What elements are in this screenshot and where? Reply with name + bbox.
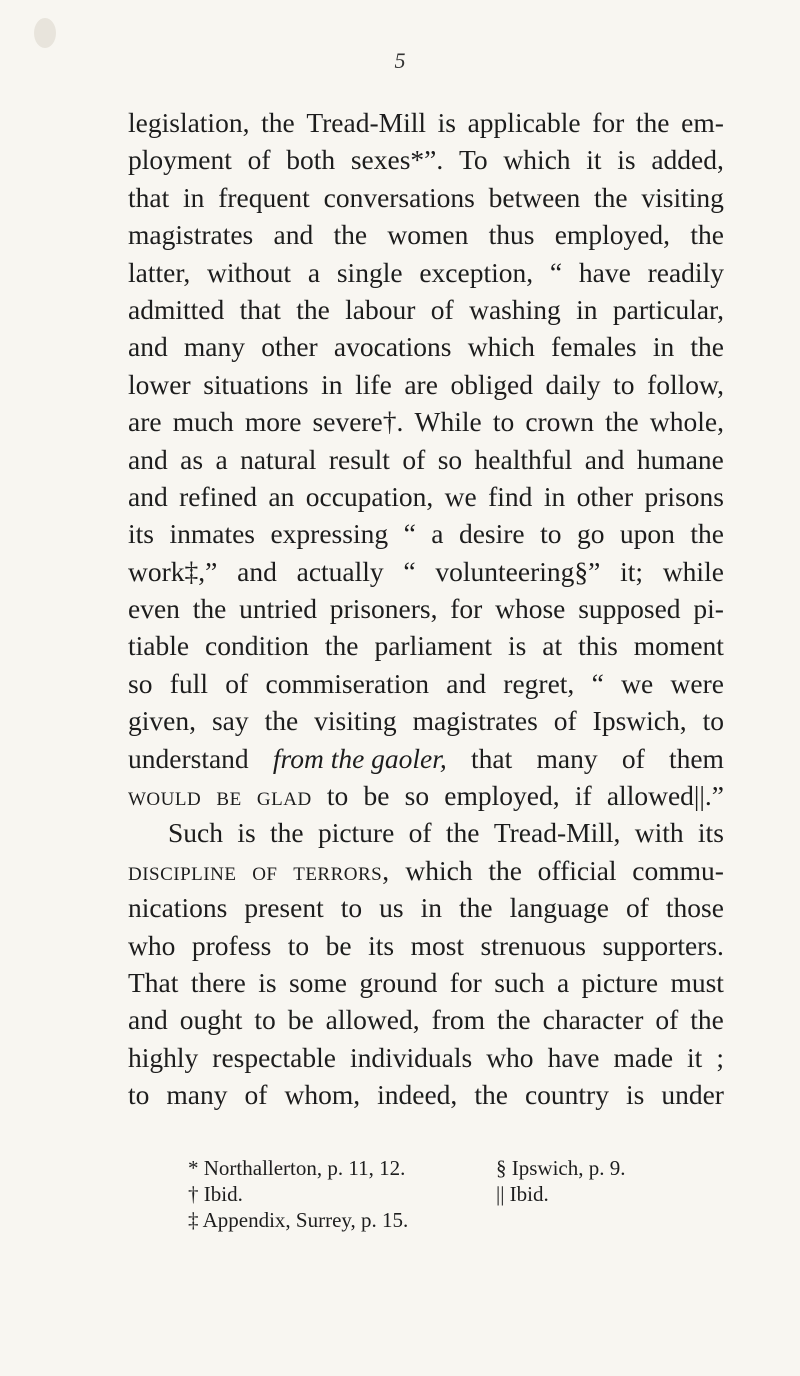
word: there	[190, 966, 246, 998]
footnote-row	[188, 1207, 728, 1233]
word: actually	[296, 555, 384, 587]
word: have	[547, 1041, 600, 1073]
word: of	[621, 742, 645, 774]
word: ground	[359, 966, 438, 998]
word: and	[128, 480, 168, 512]
word: follow,	[647, 368, 724, 400]
word: would	[128, 780, 202, 812]
word: employed,	[444, 780, 560, 812]
word: country	[524, 1079, 609, 1111]
word: the	[690, 331, 724, 363]
word: a	[215, 443, 228, 475]
word: in	[576, 293, 598, 325]
word: single	[336, 256, 403, 288]
word: to	[340, 892, 363, 924]
footnote: * Northallerton, p. 11, 12.	[188, 1156, 406, 1180]
word: tiable	[128, 630, 190, 662]
word: allowed||.”	[606, 780, 724, 812]
word: in	[321, 368, 343, 400]
word: were	[670, 667, 724, 699]
word: ought	[179, 1004, 243, 1036]
word: the	[264, 705, 299, 737]
word: and	[446, 667, 486, 699]
word: them	[668, 742, 724, 774]
word: if	[574, 780, 592, 812]
word: and	[584, 443, 625, 475]
word: is	[258, 966, 277, 998]
text-line	[128, 104, 724, 141]
word: moment	[633, 630, 724, 662]
word: situations	[203, 368, 309, 400]
page-number: 5	[394, 48, 406, 73]
word: which	[467, 331, 535, 363]
word: commu-	[632, 854, 724, 886]
word: of	[225, 667, 249, 699]
word: terrors,	[293, 854, 390, 886]
footnote: ‡ Appendix, Surrey, p. 15.	[188, 1208, 409, 1232]
word: picture	[581, 966, 659, 998]
word: occupation,	[305, 480, 434, 512]
text-line	[128, 179, 724, 216]
word: a	[431, 518, 444, 550]
text-line	[128, 590, 724, 627]
word: individuals	[349, 1041, 473, 1073]
word: visiting	[641, 181, 724, 213]
word: a	[557, 966, 570, 998]
word: to	[702, 705, 724, 737]
word: readily	[647, 256, 724, 288]
word: employed,	[554, 219, 671, 251]
text-line	[128, 927, 724, 964]
word: ployment	[128, 144, 232, 176]
text-line	[128, 1039, 724, 1076]
word: the	[459, 892, 493, 924]
word: as	[180, 443, 204, 475]
footnote-row	[188, 1155, 728, 1181]
word: pi-	[693, 593, 724, 625]
word: “	[549, 256, 563, 288]
word: we	[621, 667, 654, 699]
word: of	[625, 892, 649, 924]
word: is	[617, 144, 636, 176]
word: have	[578, 256, 631, 288]
word: many	[536, 742, 598, 774]
word: its	[697, 817, 724, 849]
word: its	[128, 518, 154, 550]
text-line	[128, 478, 724, 515]
word: its	[368, 929, 395, 961]
word: the	[690, 1004, 724, 1036]
word: that	[471, 742, 513, 774]
word: While	[414, 406, 482, 438]
word: of	[553, 705, 577, 737]
word: with	[634, 817, 684, 849]
word: magistrates	[128, 219, 254, 251]
word: Tread-Mill	[306, 107, 426, 138]
word: and	[128, 443, 168, 475]
word: and	[273, 219, 314, 251]
word: we	[444, 480, 477, 512]
word: to	[492, 406, 515, 438]
word: ;	[716, 1041, 724, 1073]
word: of	[655, 1004, 679, 1036]
word: Such	[168, 817, 223, 849]
word: be	[325, 929, 352, 961]
word: many	[166, 1079, 228, 1111]
word: refined	[179, 480, 257, 512]
word: “	[591, 667, 604, 699]
word: supposed	[578, 593, 681, 625]
word: picture	[317, 817, 395, 849]
word: which	[405, 854, 473, 886]
word: is	[508, 630, 527, 662]
word: who	[486, 1041, 534, 1073]
word: legislation,	[128, 107, 250, 138]
word: in	[420, 892, 443, 924]
word: under	[661, 1079, 724, 1111]
word: latter,	[128, 256, 191, 288]
word: the	[497, 1004, 531, 1036]
word: visiting	[314, 705, 397, 737]
text-line	[128, 964, 724, 1001]
word: of	[252, 854, 278, 886]
word: work‡,”	[128, 555, 218, 587]
word: respectable	[212, 1041, 336, 1073]
word: of	[247, 144, 271, 176]
word: the	[296, 293, 330, 325]
word: an	[268, 480, 295, 512]
word: to	[287, 929, 310, 961]
word: thus	[488, 219, 535, 251]
word: lower	[128, 368, 191, 400]
word: nications	[128, 892, 228, 924]
text-line	[128, 702, 724, 739]
word: official	[537, 854, 617, 886]
word: females	[551, 331, 637, 363]
word: magistrates	[412, 705, 538, 737]
word: humane	[636, 443, 724, 475]
word: highly	[128, 1041, 199, 1073]
word: desire	[458, 518, 525, 550]
word: given,	[128, 705, 196, 737]
word: so	[404, 780, 430, 812]
word: obliged	[450, 368, 533, 400]
word: exception,	[419, 256, 534, 288]
word: it	[586, 144, 602, 176]
word: and	[128, 1004, 168, 1036]
text-line	[128, 553, 724, 590]
text-line	[128, 740, 724, 777]
word: Ipswich,	[592, 705, 687, 737]
word: so	[437, 443, 463, 475]
word: added,	[651, 144, 724, 176]
word: untried	[239, 593, 317, 625]
word: which	[503, 144, 571, 176]
word: prisoners,	[329, 593, 438, 625]
word: allowed,	[325, 1004, 420, 1036]
word: expressing	[270, 518, 389, 550]
word: the	[690, 219, 724, 251]
word: many	[183, 331, 246, 363]
word: in	[183, 181, 205, 213]
word: that	[239, 293, 281, 325]
word: the	[594, 181, 628, 213]
word: the	[192, 593, 227, 625]
word: is	[625, 1079, 645, 1111]
text-line	[128, 852, 724, 889]
word: must	[670, 966, 724, 998]
word: of	[408, 817, 432, 849]
word: us	[379, 892, 404, 924]
word: avocations	[333, 331, 452, 363]
word: indeed,	[377, 1079, 458, 1111]
word: even	[128, 593, 180, 625]
word: the	[605, 406, 639, 438]
word: commiseration	[265, 667, 429, 699]
word: healthful	[474, 443, 573, 475]
word: be	[216, 780, 242, 812]
word: strenuous	[480, 929, 586, 961]
word: applicable	[467, 107, 581, 138]
word: for	[450, 593, 483, 625]
word: be	[363, 780, 390, 812]
text-line	[128, 1001, 724, 1038]
word: in	[543, 480, 566, 512]
word: from the gaoler,	[272, 742, 447, 774]
word: is	[237, 817, 256, 849]
word: find	[488, 480, 533, 512]
word: conversations	[323, 181, 475, 213]
word: to	[128, 1079, 150, 1111]
page-stain	[34, 18, 56, 48]
word: to	[254, 1004, 276, 1036]
text-line	[128, 627, 724, 664]
word: of	[430, 293, 454, 325]
word: so	[128, 667, 153, 699]
word: natural	[240, 443, 317, 475]
word: inmates	[169, 518, 255, 550]
text-line	[128, 441, 724, 478]
word: parliament	[374, 630, 493, 662]
word: say	[211, 705, 249, 737]
word: That	[128, 966, 179, 998]
word: em-	[681, 107, 724, 138]
word: washing	[469, 293, 561, 325]
word: is	[437, 107, 456, 138]
word: admitted	[128, 293, 225, 325]
word: the	[445, 817, 480, 849]
text-line	[128, 665, 724, 702]
word: from	[431, 1004, 486, 1036]
text-line	[128, 141, 724, 178]
text-line	[128, 366, 724, 403]
word: glad	[256, 780, 312, 812]
word: and	[237, 555, 277, 587]
word: in	[652, 331, 675, 363]
word: to	[613, 368, 635, 400]
word: sexes*”.	[350, 144, 444, 176]
word: it	[687, 1041, 703, 1073]
footnote: || Ibid.	[496, 1182, 549, 1206]
footnote: † Ibid.	[188, 1182, 243, 1206]
word: present	[244, 892, 324, 924]
word: the	[333, 219, 368, 251]
text-line	[128, 403, 724, 440]
word: prisons	[644, 480, 724, 512]
word: of	[402, 443, 426, 475]
word: much	[172, 406, 234, 438]
word: most	[410, 929, 465, 961]
word: the	[261, 107, 295, 138]
word: without	[207, 256, 292, 288]
footnote: § Ipswich, p. 9.	[496, 1156, 626, 1180]
word: discipline	[128, 854, 237, 886]
word: such	[494, 966, 545, 998]
footnotes	[188, 1155, 728, 1233]
footnote-row	[188, 1181, 728, 1207]
word: to	[326, 780, 349, 812]
word: a	[307, 256, 321, 288]
word: frequent	[218, 181, 310, 213]
word: whole,	[649, 406, 724, 438]
word: be	[287, 1004, 314, 1036]
word: result	[328, 443, 390, 475]
word: more	[244, 406, 302, 438]
word: made	[613, 1041, 674, 1073]
body-text	[128, 104, 724, 1114]
word: it;	[620, 555, 644, 587]
word: particular,	[612, 293, 724, 325]
word: women	[387, 219, 469, 251]
word: crown	[525, 406, 595, 438]
word: those	[665, 892, 724, 924]
word: upon	[619, 518, 675, 550]
word: while	[662, 555, 724, 587]
word: to	[540, 518, 562, 550]
word: understand	[128, 742, 249, 774]
text-line	[128, 814, 724, 851]
text-line	[128, 254, 724, 291]
text-line	[128, 777, 724, 814]
text-line	[128, 515, 724, 552]
word: “	[403, 518, 416, 550]
word: the	[324, 630, 359, 662]
word: other	[261, 331, 318, 363]
word: who	[128, 929, 176, 961]
word: severe†.	[312, 406, 404, 438]
word: condition	[205, 630, 309, 662]
word: and	[128, 331, 168, 363]
text-line	[128, 1076, 724, 1113]
word: labour	[345, 293, 416, 325]
word: supporters.	[602, 929, 724, 961]
word: that	[128, 181, 170, 213]
word: for	[592, 107, 625, 138]
word: “	[403, 555, 416, 587]
word: whom,	[284, 1079, 361, 1111]
word: are	[404, 368, 438, 400]
word: whose	[495, 593, 566, 625]
word: language	[509, 892, 609, 924]
word: other	[576, 480, 634, 512]
text-line	[128, 328, 724, 365]
word: of	[244, 1079, 268, 1111]
word: between	[488, 181, 581, 213]
text-line	[128, 216, 724, 253]
text-line	[128, 889, 724, 926]
word: at	[542, 630, 563, 662]
word: some	[288, 966, 347, 998]
word: Tread-Mill,	[493, 817, 621, 849]
word: the	[270, 817, 304, 849]
word: are	[128, 406, 162, 438]
word: this	[578, 630, 618, 662]
word: volunteering§”	[435, 555, 601, 587]
word: the	[474, 1079, 508, 1111]
word: for	[449, 966, 482, 998]
word: character	[542, 1004, 644, 1036]
word: full	[169, 667, 208, 699]
word: go	[576, 518, 605, 550]
word: the	[488, 854, 522, 886]
word: life	[355, 368, 392, 400]
word: daily	[545, 368, 601, 400]
word: To	[458, 144, 488, 176]
word: both	[286, 144, 336, 176]
word: the	[635, 107, 670, 138]
word: the	[690, 518, 724, 550]
text-line	[128, 291, 724, 328]
word: regret,	[503, 667, 575, 699]
word: profess	[191, 929, 272, 961]
